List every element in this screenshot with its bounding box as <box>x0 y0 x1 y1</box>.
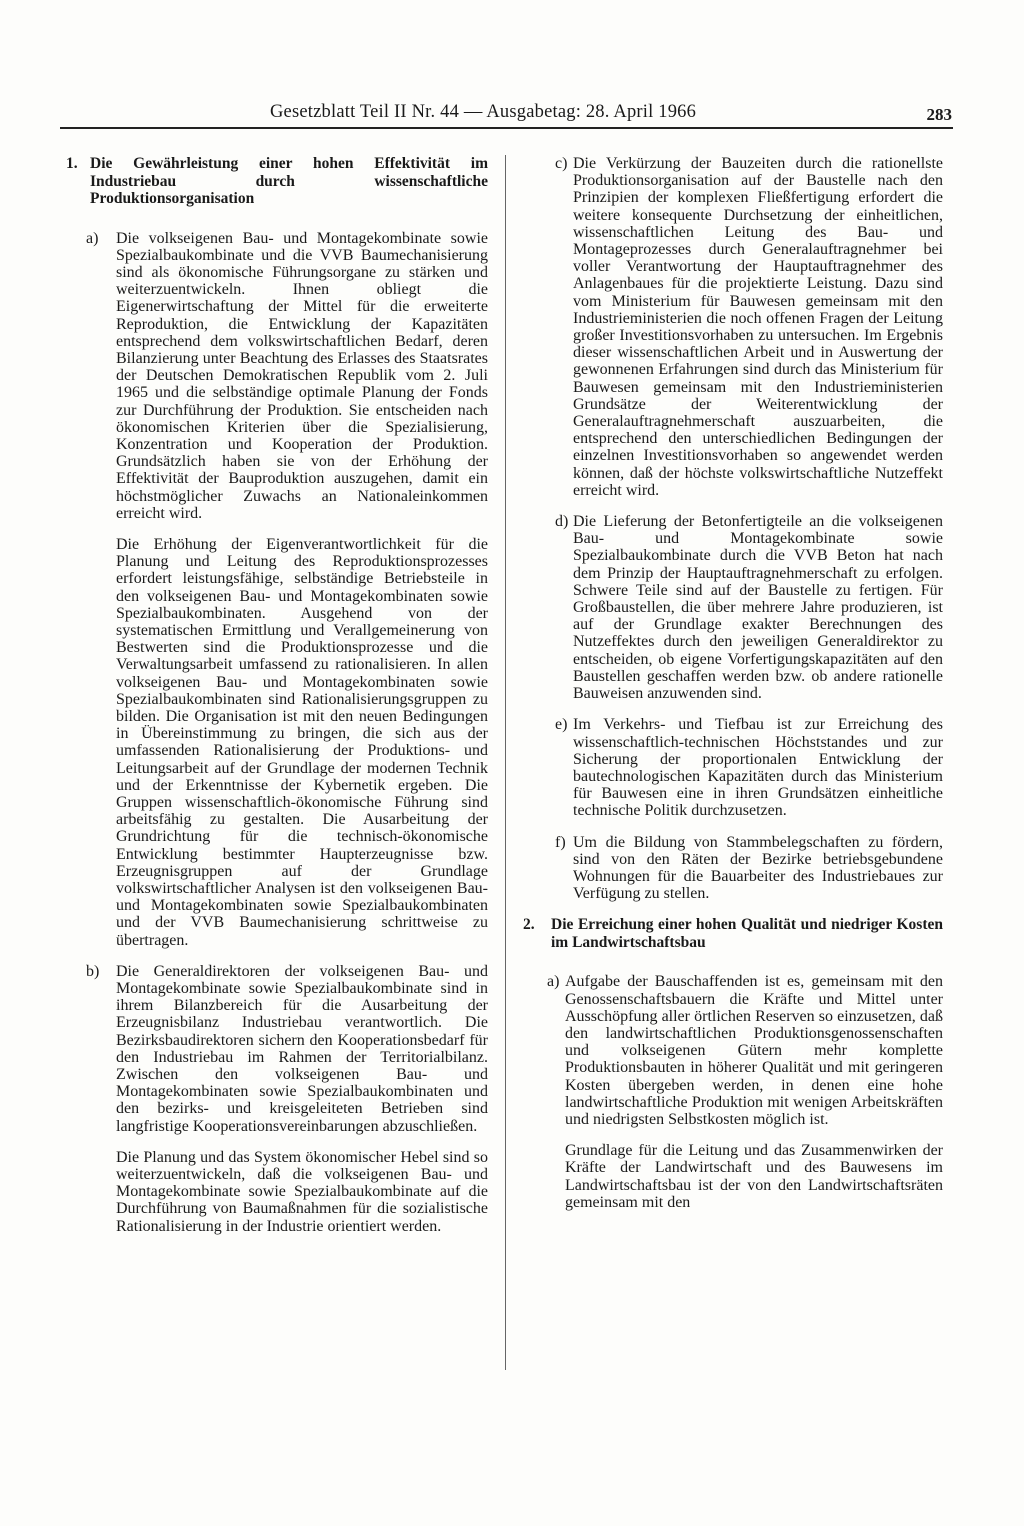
item-marker: e) <box>555 716 568 734</box>
paragraph-1e <box>523 716 943 819</box>
paragraph-text: Im Verkehrs- und Tiefbau ist zur Erreichung des wissenschaftlich-technischen Höchststandes und zur Sicherung der proportionalen Entwicklung der bautechnologischen Kapazitäten durch das Ministerium für Bauwesen eine in ihren Grundsätzen einheitliche technische Politik durchzusetzen. <box>573 716 943 820</box>
paragraph-1b <box>58 963 488 1235</box>
item-marker: a) <box>86 229 99 247</box>
item-marker: a) <box>547 973 560 991</box>
paragraph-text: Um die Bildung von Stammbelegschaften zu fördern, sind von den Räten der Bezirke betriebsgebundene Wohnungen für die Bauarbeiter des Industriebaues zur Verfügung zu stellen. <box>573 833 943 903</box>
item-marker: b) <box>86 962 100 980</box>
paragraph-text: Die Erhöhung der Eigenverantwortlichkeit für die Planung und Leitung des Reproduktionsprozesses erfordert leistungsfähige, selbständige Betriebsteile in den volkseigenen Bau- und Montagekombinaten sowie Spezialbaukombinaten. Ausgehend von der systematischen Ermittlung und Verallgemeinerung von Bestwerten sind die Produktionsprozesse und die Verwaltungsarbeit umfassend zu rationalisieren. In allen volkseigenen Bau- und Montagekombinaten sowie Spezialbaukombinaten sind Rationalisierungsgruppen zu bilden. Die Organisation ist mit den neuen Bedingungen in Übereinstimmung zu bringen, die sich aus der umfassenden Rationalisierung der Produktions- und Leitungsarbeit auf der Grundlage der modernen Technik und der Erkenntnisse der Kybernetik ergeben. Die Gruppen wissenschaftlich-ökonomische Führung sind arbeitsfähig zu gestalten. Die Ausarbeitung der Grundrichtung für die technisch-ökonomische Entwicklung bestimmter Haupterzeugnisse bzw. Erzeugnisgruppen auf der Grundlage volkswirtschaftlicher Analysen ist den volkseigenen Bau- und Montagekombinaten sowie Spezialbaukombinaten und der VVB Baumechanisierung schrittweise zu übertragen. <box>116 535 488 949</box>
section-number: 1. <box>66 155 78 172</box>
section-1 <box>58 155 488 208</box>
paragraph-text: Die Generaldirektoren der volkseigenen Bau- und Montagekombinate sowie Spezialbaukombinate sind in ihrem Bilanzbereich für die Ausarbeitung der Erzeugnisbilanz Industriebau verantwortlich. Die Bezirksbaudirektoren sichern den Kooperationsbedarf für den Industriebau im Rahmen der Territorialbilanz. Zwischen den volkseigenen Bau- und Montagekombinaten sowie Spezialbaukombinaten und den bezirks- und kreisgeleiteten Betrieben sind langfristige Kooperationsvereinbarungen abzuschließen. <box>116 962 488 1135</box>
section-heading: Die Erreichung einer hohen Qualität und niedriger Kosten im Landwirtschaftsbau <box>551 916 943 951</box>
section-number: 2. <box>523 916 535 934</box>
right-column <box>523 155 943 1225</box>
paragraph-text: Die Lieferung der Betonfertigteile an die volkseigenen Bau- und Montagekombinate sowie Spezialbaukombinate durch die VVB Beton hat nach dem Prinzip der Hauptauftragnehmerschaft zu erfolgen. Schwere Teile sind auf der Baustelle zu fertigen. Für Großbaustellen, die über mehrere Jahre produzieren, ist auf der Grundlage exakter Berechnungen des Nutzeffektes durch den jeweiligen Generaldirektor zu entscheiden, ob eigene Vorfertigungskapazitäten auf den Baustellen geschaffen werden bzw. ob andere rationelle Bauweisen anzuwenden sind. <box>573 513 943 703</box>
paragraph-text: Aufgabe der Bauschaffenden ist es, gemeinsam mit den Genossenschaftsbauern die Kräfte und Mittel unter Ausschöpfung aller örtlichen Reserven so einzusetzen, daß den landwirtschaftlichen Produktionsgenossenschaften und volkseigenen Gütern mehr komplette Produktionsbauten in höherer Qualität und mit geringeren Kosten übergeben werden, in denen eine hohe landwirtschaftliche Produktion mit wenigen Arbeitskräften und niedrigsten Selbstkosten möglich ist. <box>565 973 943 1128</box>
paragraph-text: Die volkseigenen Bau- und Montagekombinate sowie Spezialbaukombinate und die VVB Baumechanisierung sind als ökonomische Führungsorgane zu stärken und weiterzuentwickeln. Ihnen obliegt die Eigenerwirtschaftung der Mittel für die erweiterte Reproduktion, die Entwicklung der Kapazitäten entsprechend dem volkswirtschaftlichen Bedarf, deren Bilanzierung unter Beachtung des Erlasses des Staatsrates der Deutschen Demokratischen Republik vom 2. Juli 1965 und die selbständige optimale Planung der Fonds zur Durchführung der Produktion. Sie entscheiden nach ökonomischen Kriterien über die Spezialisierung, Konzentration und Kooperation der Produktion. Grundsätzlich haben sie von der Erhöhung der Effektivität der Bauproduktion auszugehen, damit ein höchstmöglicher Zuwachs an Nationaleinkommen erreicht wird. <box>116 229 488 522</box>
header-rule <box>60 127 953 129</box>
item-marker: d) <box>555 513 569 531</box>
column-divider <box>505 155 506 1370</box>
paragraph-1d <box>523 513 943 702</box>
paragraph-1a <box>58 230 488 949</box>
paragraph-text: Die Planung und das System ökonomischer Hebel sind so weiterzuentwickeln, daß die volkseigenen Bau- und Montagekombinate sowie Spezialbaukombinate auf die Durchführung von Baumaßnahmen für die sozialistische Rationalisierung in der Industrie orientiert werden. <box>116 1148 488 1235</box>
page-header <box>60 96 960 130</box>
section-2 <box>523 916 943 951</box>
section-heading: Die Gewährleistung einer hohen Effektivität im Industriebau durch wissenschaftliche Produktionsorganisation <box>90 155 488 207</box>
item-marker: f) <box>555 833 566 851</box>
page-number: 283 <box>926 105 952 124</box>
paragraph-1f <box>523 834 943 903</box>
paragraph-text: Grundlage für die Leitung und das Zusammenwirken der Kräfte der Landwirtschaft und des Bauwesens im Landwirtschaftsbau ist der von den Landwirtschaftsräten gemeinsam mit den <box>565 1142 943 1211</box>
item-marker: c) <box>555 155 568 172</box>
paragraph-2a <box>523 973 943 1211</box>
left-column <box>58 155 488 1249</box>
header-title: Gesetzblatt Teil II Nr. 44 — Ausgabetag: 28. April 1966 <box>270 102 697 122</box>
paragraph-text: Die Verkürzung der Bauzeiten durch die rationellste Produktionsorganisation auf der Baustelle nach den Prinzipien der komplexen Fließfertigung erfordert die weitere konsequente Durchsetzung der einheitlichen, wissenschaftlichen Leitung des Bau- und Montageprozesses durch Generalauftragnehmer bei voller Verantwortung der Hauptauftragnehmer des Anlagenbaues für die projektierte Leistung. Dazu sind vom Ministerium für Bauwesen gemeinsam mit den Industrieministerien die noch offenen Fragen der Leitung großer Investitionsvorhaben zu untersuchen. Im Ergebnis dieser wissenschaftlichen Arbeit und in Auswertung der gewonnenen Erfahrungen sind durch das Ministerium für Bauwesen gemeinsam mit den Industrieministerien Grundsätze der Weiterentwicklung der Generalauftragnehmerschaft auszuarbeiten, die entsprechend den unterschiedlichen Bedingungen der einzelnen Investitionsvorhaben so angewendet werden können, daß der höchste volkswirtschaftliche Nutzeffekt erreicht wird. <box>573 155 943 499</box>
paragraph-1c <box>523 155 943 499</box>
